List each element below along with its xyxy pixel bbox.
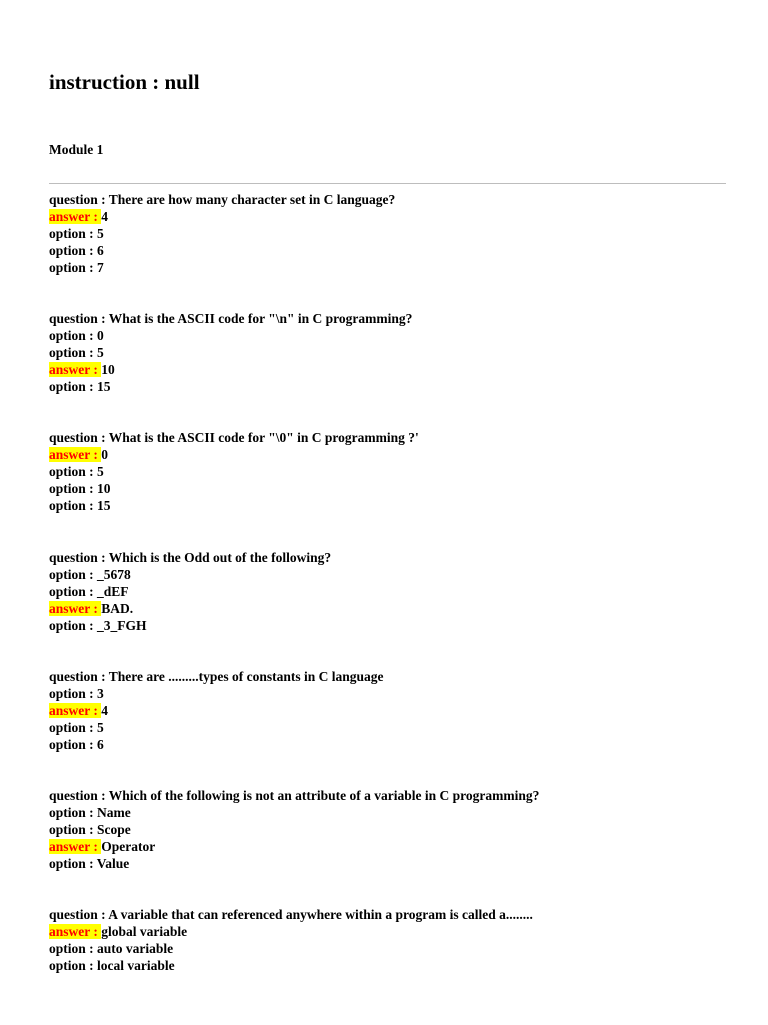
question-block xyxy=(49,787,726,906)
option-line xyxy=(49,685,726,702)
option-line xyxy=(49,327,726,344)
answer-prefix-highlight: answer : xyxy=(49,838,102,854)
question-block xyxy=(49,310,726,429)
option-line xyxy=(49,617,726,634)
option-prefix: option : xyxy=(49,243,98,258)
question-prefix: question : xyxy=(49,311,109,327)
option-line xyxy=(49,583,726,600)
option-value: local variable xyxy=(97,958,175,974)
option-value: 5 xyxy=(97,226,104,241)
option-value: 15 xyxy=(97,379,111,395)
option-value: _3_FGH xyxy=(97,617,147,633)
question-label: Which of the following is not an attribute of a variable in C programming? xyxy=(108,787,540,803)
answer-line xyxy=(49,923,726,940)
option-value: 5 xyxy=(97,464,104,480)
option-value: 0 xyxy=(97,328,104,344)
answer-line xyxy=(49,446,726,463)
option-line xyxy=(49,719,726,736)
option-line xyxy=(49,225,726,242)
question-block xyxy=(49,906,726,1025)
question-block xyxy=(49,668,726,787)
option-line xyxy=(49,378,726,395)
answer-line xyxy=(49,208,726,225)
option-line xyxy=(49,821,726,838)
option-line xyxy=(49,242,726,259)
option-value: 15 xyxy=(97,498,111,514)
question-prefix: question : xyxy=(49,192,109,207)
option-line xyxy=(49,804,726,821)
question-label: Which is the Odd out of the following? xyxy=(108,549,332,565)
option-prefix: option : xyxy=(49,855,97,871)
option-value: Value xyxy=(96,855,130,871)
answer-value: global variable xyxy=(101,924,188,940)
answer-line xyxy=(49,361,726,378)
option-prefix: option : xyxy=(49,345,98,361)
answer-prefix-highlight: answer : xyxy=(49,447,102,463)
option-prefix: option : xyxy=(49,941,98,957)
option-value: 7 xyxy=(97,260,104,275)
option-line xyxy=(49,940,726,957)
option-prefix: option : xyxy=(49,719,98,735)
option-line xyxy=(49,344,726,361)
question-text xyxy=(49,787,726,804)
question-prefix: question : xyxy=(49,549,109,565)
answer-value: 4 xyxy=(101,209,108,224)
answer-line xyxy=(49,838,726,855)
question-label: There are how many character set in C language? xyxy=(108,192,396,207)
option-prefix: option : xyxy=(49,481,98,497)
option-value: auto variable xyxy=(97,941,174,957)
question-label: A variable that can referenced anywhere within a program is called a........ xyxy=(108,907,533,923)
question-block xyxy=(49,429,726,548)
option-prefix: option : xyxy=(49,226,98,241)
option-line xyxy=(49,463,726,480)
option-prefix: option : xyxy=(49,464,98,480)
question-label: What is the ASCII code for "\0" in C programming ?' xyxy=(108,430,419,446)
option-value: Name xyxy=(97,804,131,820)
horizontal-divider xyxy=(49,183,726,184)
question-label: What is the ASCII code for "\n" in C programming? xyxy=(108,311,413,327)
question-text xyxy=(49,906,726,923)
answer-value: 4 xyxy=(101,702,108,718)
module-heading: Module 1 xyxy=(49,142,104,157)
option-line xyxy=(49,957,726,974)
option-value: 5 xyxy=(97,345,104,361)
option-line xyxy=(49,480,726,497)
option-prefix: option : xyxy=(49,566,98,582)
option-line xyxy=(49,736,726,753)
option-prefix: option : xyxy=(49,958,98,974)
question-text xyxy=(49,191,726,208)
option-prefix: option : xyxy=(49,498,98,514)
option-prefix: option : xyxy=(49,685,98,701)
page-title: instruction : null xyxy=(49,70,200,94)
option-line xyxy=(49,497,726,514)
answer-prefix-highlight: answer : xyxy=(49,362,102,378)
question-prefix: question : xyxy=(49,668,109,684)
option-value: 6 xyxy=(97,243,104,258)
question-prefix: question : xyxy=(49,787,109,803)
question-text xyxy=(49,429,726,446)
option-prefix: option : xyxy=(49,821,98,837)
option-prefix: option : xyxy=(49,617,98,633)
question-text xyxy=(49,549,726,566)
answer-prefix-highlight: answer : xyxy=(49,924,102,940)
option-line xyxy=(49,855,726,872)
answer-line xyxy=(49,702,726,719)
answer-value: 0 xyxy=(101,447,108,463)
question-block xyxy=(49,549,726,668)
answer-value: Operator xyxy=(101,838,156,854)
option-value: Scope xyxy=(97,821,131,837)
option-prefix: option : xyxy=(49,804,98,820)
option-line xyxy=(49,566,726,583)
option-line xyxy=(49,259,726,276)
option-value: 3 xyxy=(97,685,104,701)
option-value: 5 xyxy=(97,719,104,735)
answer-prefix-highlight: answer : xyxy=(49,702,102,718)
answer-prefix-highlight: answer : xyxy=(49,600,102,616)
answer-line xyxy=(49,600,726,617)
option-value: 10 xyxy=(97,481,111,497)
option-prefix: option : xyxy=(49,260,98,275)
question-prefix: question : xyxy=(49,430,109,446)
option-value: 6 xyxy=(97,736,104,752)
question-block xyxy=(49,191,726,310)
question-text xyxy=(49,668,726,685)
question-label: There are .........types of constants in C language xyxy=(108,668,384,684)
option-value: _dEF xyxy=(97,583,129,599)
option-prefix: option : xyxy=(49,328,98,344)
answer-prefix-highlight: answer : xyxy=(49,209,102,224)
question-prefix: question : xyxy=(49,907,109,923)
answer-value: 10 xyxy=(101,362,115,378)
answer-value: BAD. xyxy=(101,600,134,616)
option-prefix: option : xyxy=(49,379,98,395)
option-value: _5678 xyxy=(97,566,131,582)
question-list xyxy=(49,191,726,1025)
question-text xyxy=(49,310,726,327)
option-prefix: option : xyxy=(49,583,98,599)
option-prefix: option : xyxy=(49,736,98,752)
